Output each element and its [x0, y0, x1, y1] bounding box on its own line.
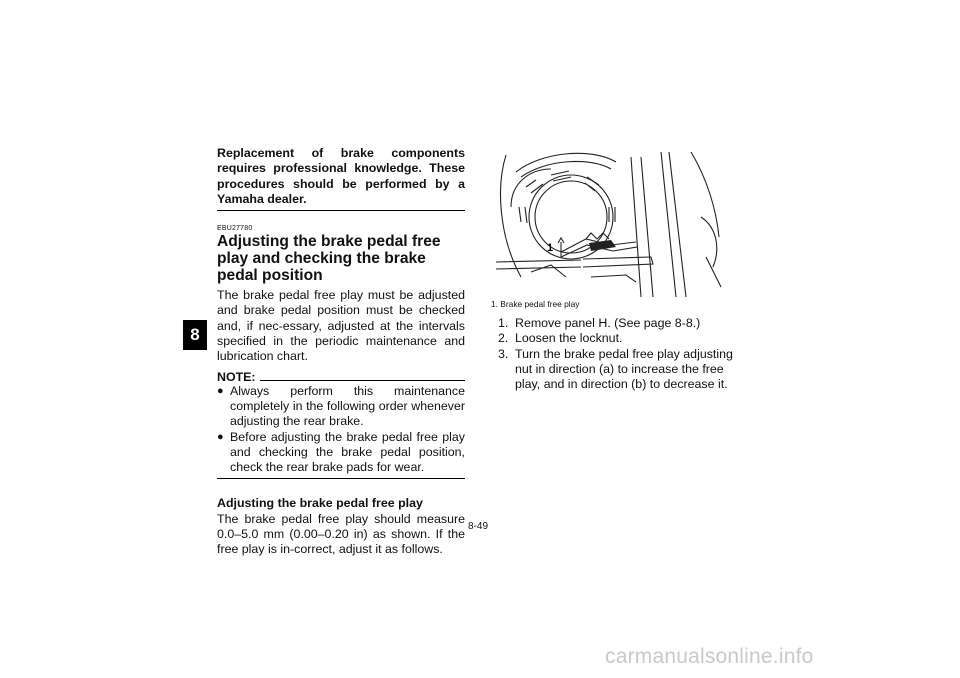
note-label: NOTE:: [217, 369, 256, 384]
bullet-icon: ●: [217, 430, 224, 443]
step-item: 3. Turn the brake pedal free play adjusting nut in direction (a) to increase the free play, and in direction (b) to decrease it.: [498, 346, 733, 392]
intro-paragraph: The brake pedal free play must be adjusted and brake pedal position must be checked and, if nec-essary, adjusted at the intervals specified in the periodic maintenance and lubrication chart.: [217, 288, 465, 364]
chapter-tab: 8: [183, 320, 207, 350]
subsection-heading: Adjusting the brake pedal free play: [217, 496, 423, 511]
note-item: ● Always perform this maintenance completely in the following order whenever adjusting the rear brake.: [217, 383, 465, 429]
figure-caption: 1. Brake pedal free play: [491, 299, 580, 309]
note-divider: [260, 380, 465, 381]
steps-list: [498, 316, 748, 392]
warning-text: Replacement of brake components requires professional knowledge. These procedures should be performed by a Yamaha dealer.: [217, 146, 465, 211]
page-number: 8-49: [468, 521, 489, 532]
left-column: [217, 146, 465, 558]
brake-pedal-drawing-icon: [491, 147, 729, 297]
watermark-link[interactable]: carmanualsonline.info: [605, 645, 814, 668]
subsection-text: The brake pedal free play should measure 0.0–5.0 mm (0.00–0.20 in) as shown. If the free play is in-correct, adjust it as follows.: [217, 511, 465, 557]
note-item: ● Before adjusting the brake pedal free play and checking the brake pedal position, check the rear brake pads for wear.: [217, 429, 465, 475]
brake-pedal-illustration: [491, 147, 729, 297]
step-item: 2. Loosen the locknut.: [498, 331, 623, 346]
bullet-icon: ●: [217, 384, 224, 397]
note-list: [217, 384, 465, 480]
note-header: [217, 370, 465, 384]
figure-callout: 1: [547, 242, 554, 254]
step-item: 1. Remove panel H. (See page 8-8.): [498, 316, 701, 330]
section-heading: Adjusting the brake pedal free play and checking the brake pedal position: [217, 233, 441, 285]
section-code: EBU27780: [217, 225, 253, 233]
